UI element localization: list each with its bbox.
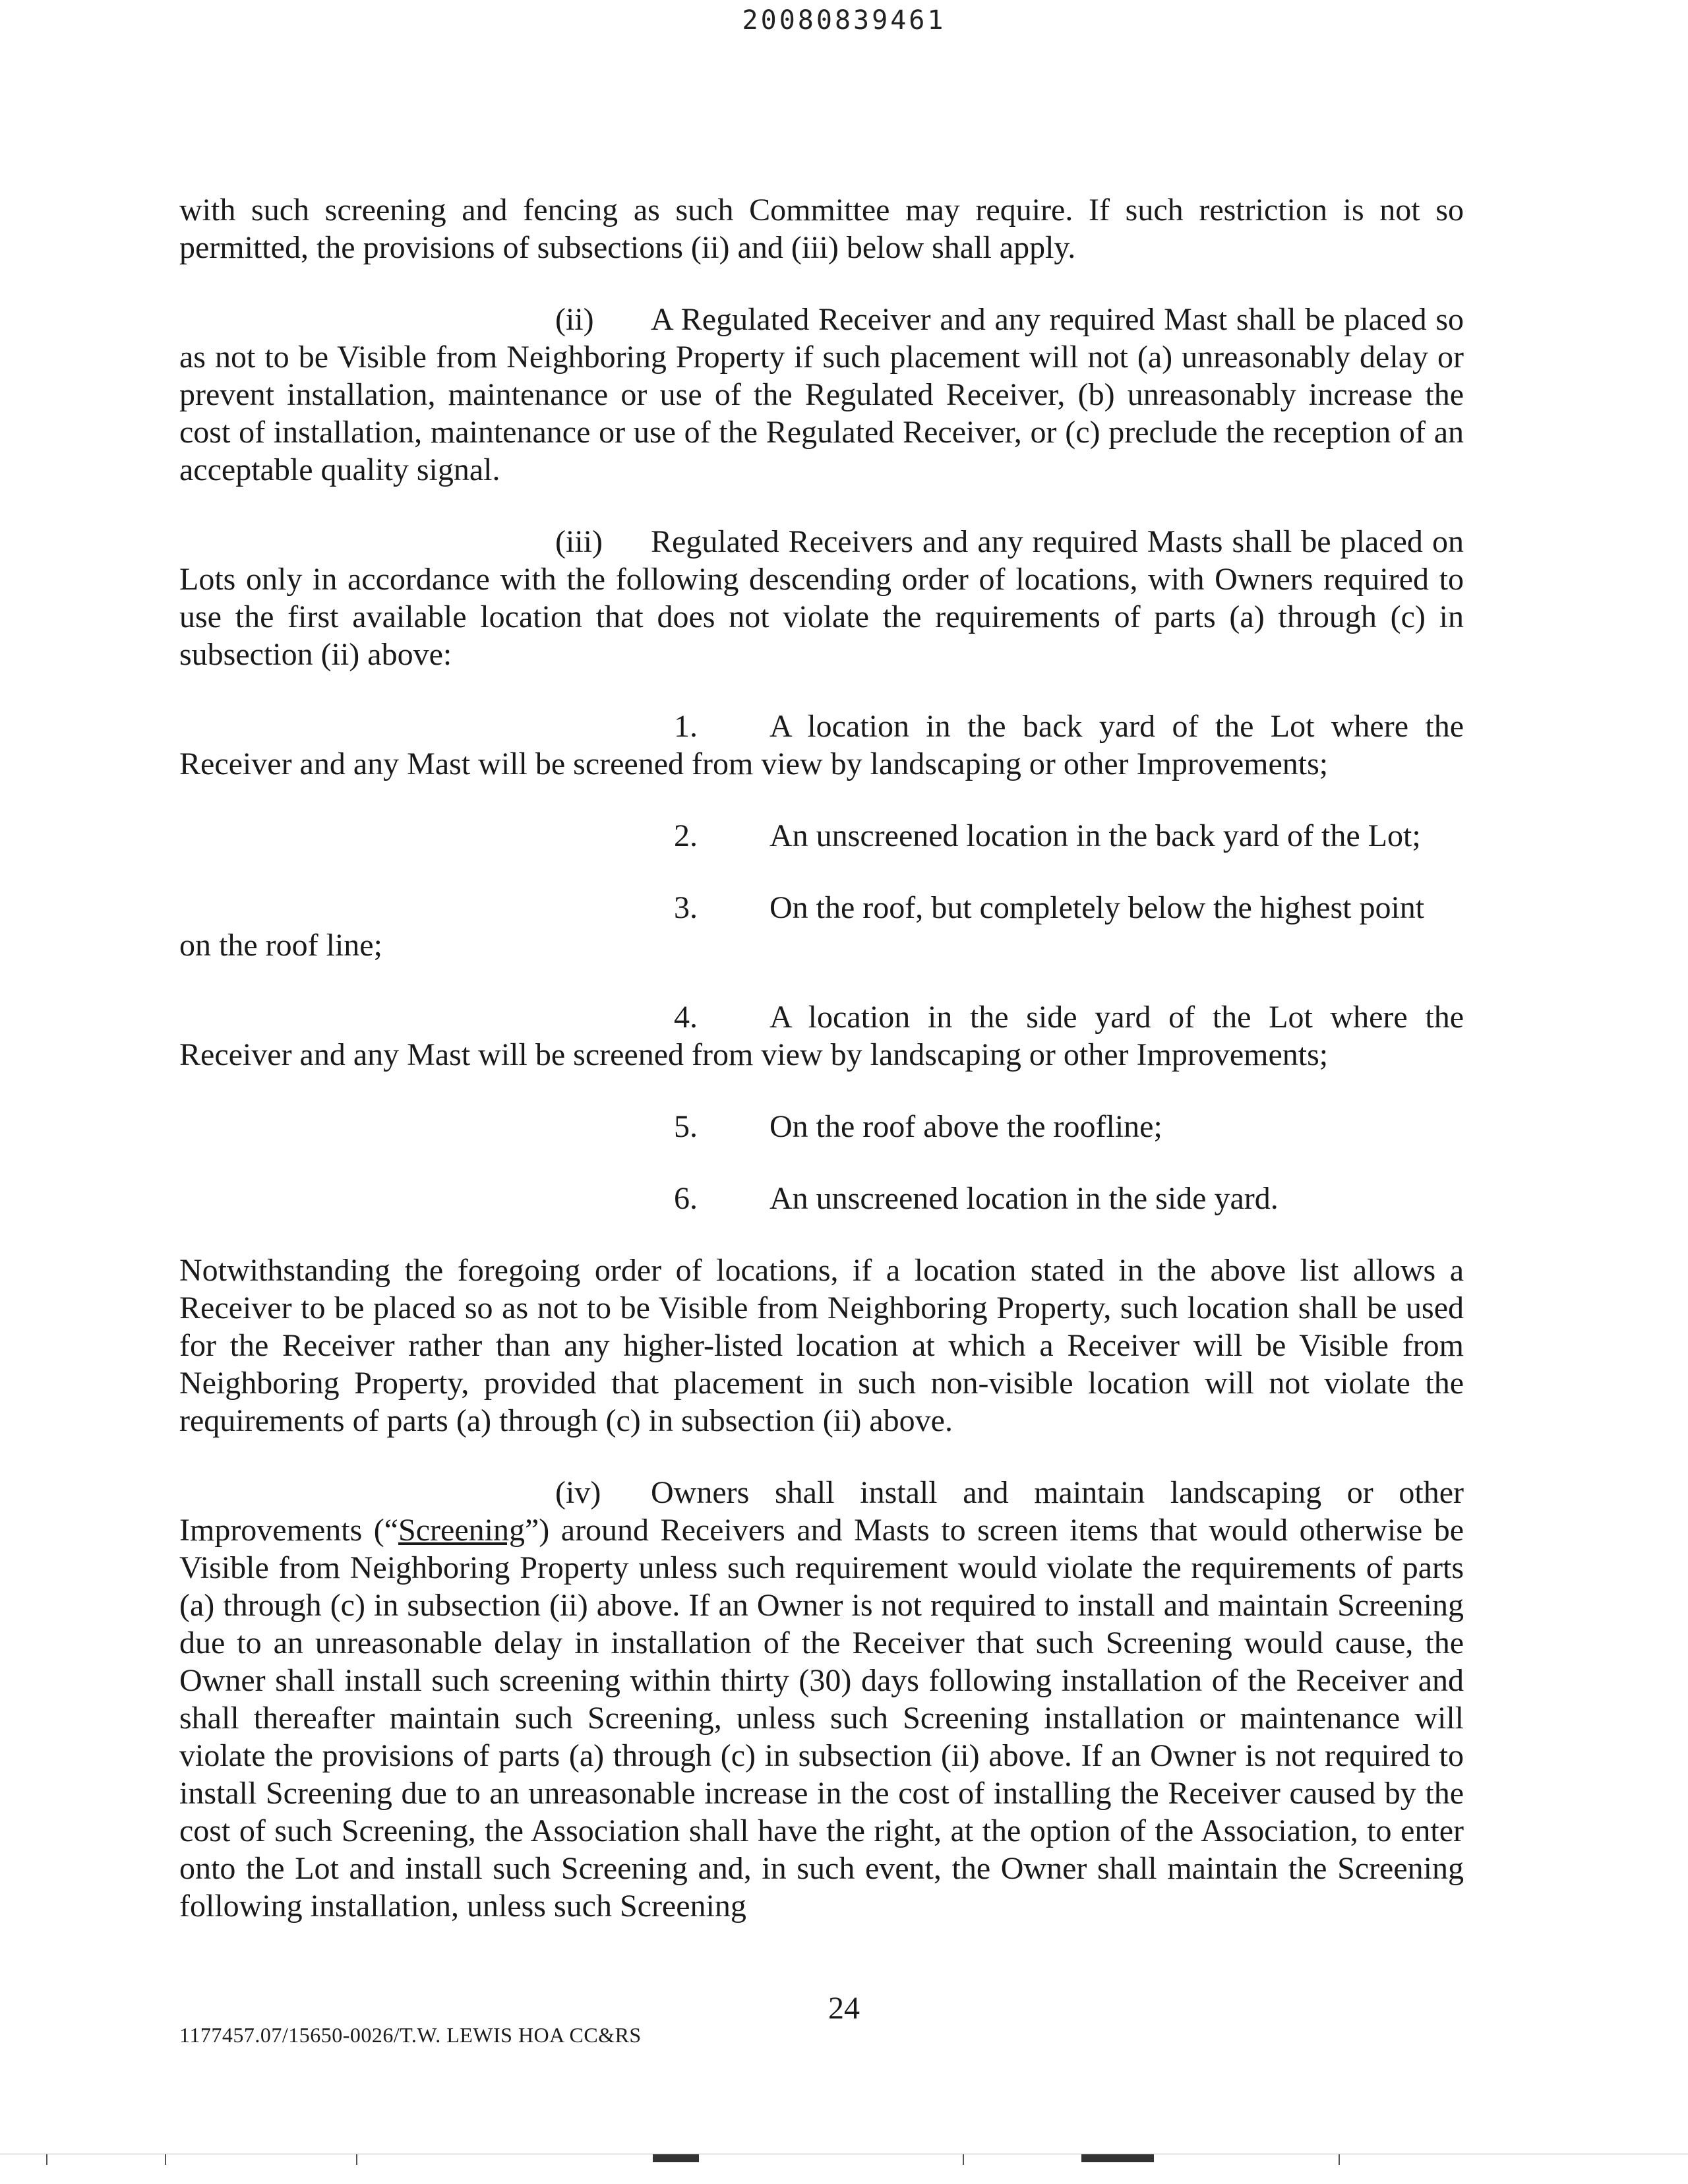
subsection-iv-marker: (iv): [555, 1475, 601, 1510]
location-number: 5.: [674, 1109, 698, 1144]
subsection-iii-text: Regulated Receivers and any required Masts shall be placed on Lots only in accordance with the following descending order of locations, with Owners required to use the first available location that does not violate the requirements of parts (a) through (c) in subsection (ii) above:: [179, 524, 1464, 672]
document-footer-id: 1177457.07/15650-0026/T.W. LEWIS HOA CC&RS: [179, 2023, 642, 2047]
location-item-6: [179, 1180, 1464, 1217]
location-item-4: [179, 998, 1464, 1074]
document-body: [179, 191, 1464, 1959]
subsection-iv-text-rest: ”) around Receivers and Masts to screen items that would otherwise be Visible from Neighboring Property unless such requirement would violate the requirements of parts (a) through (c) in subsection (ii) above. If an Owner is not required to install and maintain Screening due to an unreasonable delay in installation of the Receiver that such Screening would cause, the Owner shall install such screening within thirty (30) days following installation of the Receiver and shall thereafter maintain such Screening, unless such Screening installation or maintenance will violate the provisions of parts (a) through (c) in subsection (ii) above. If an Owner is not required to install Screening due to an unreasonable increase in the cost of installing the Receiver caused by the cost of such Screening, the Association shall have the right, at the option of the Association, to enter onto the Lot and install such Screening and, in such event, the Owner shall maintain the Screening following installation, unless such Screening: [179, 1513, 1464, 1924]
recording-number: 20080839461: [742, 5, 946, 36]
defined-term-screening: Screening: [398, 1513, 525, 1548]
location-number: 4.: [674, 1000, 698, 1035]
location-text: An unscreened location in the back yard of the Lot;: [769, 818, 1421, 853]
location-text: On the roof above the roofline;: [769, 1109, 1162, 1144]
location-text-continued: on the roof line;: [179, 928, 382, 963]
location-item-3: [179, 889, 1464, 964]
subsection-iv: [179, 1474, 1464, 1925]
location-number: 1.: [674, 709, 698, 744]
location-item-5: [179, 1108, 1464, 1145]
location-text: On the roof, but completely below the highest point: [769, 890, 1425, 925]
location-text: A location in the back yard of the Lot where the Receiver and any Mast will be screened from view by landscaping or other Improvements;: [179, 709, 1464, 781]
location-number: 3.: [674, 890, 698, 925]
scan-artifact-strip: [0, 2154, 1688, 2174]
subsection-ii-text: A Regulated Receiver and any required Mast shall be placed so as not to be Visible from Neighboring Property if such placement will not (a) unreasonably delay or prevent installation, maintenance or use of the Regulated Receiver, (b) unreasonably increase the cost of installation, maintenance or use of the Regulated Receiver, or (c) preclude the reception of an acceptable quality signal.: [179, 302, 1464, 487]
location-number: 6.: [674, 1181, 698, 1216]
subsection-ii-marker: (ii): [555, 302, 594, 337]
location-text: A location in the side yard of the Lot where the Receiver and any Mast will be screened from view by landscaping or other Improvements;: [179, 1000, 1464, 1072]
location-text: An unscreened location in the side yard.: [769, 1181, 1279, 1216]
page-number: 24: [828, 1991, 860, 2026]
subsection-iv-text-start: Owners shall install and maintain landscaping or other Improvements (“: [179, 1475, 1464, 1548]
location-item-1: [179, 708, 1464, 783]
subsection-iii: [179, 523, 1464, 673]
subsection-iii-marker: (iii): [555, 524, 603, 559]
notwithstanding-paragraph: Notwithstanding the foregoing order of locations, if a location stated in the above list allows a Receiver to be placed so as not to be Visible from Neighboring Property, such location shall be used for the Receiver rather than any higher-listed location at which a Receiver will be Visible from Neighboring Property, provided that placement in such non-visible location will not violate the requirements of parts (a) through (c) in subsection (ii) above.: [179, 1253, 1464, 1438]
subsection-ii: [179, 301, 1464, 489]
location-number: 2.: [674, 818, 698, 853]
location-item-2: [179, 817, 1464, 855]
intro-paragraph: with such screening and fencing as such Committee may require. If such restriction is not so permitted, the provisions of subsections (ii) and (iii) below shall apply.: [179, 193, 1464, 265]
